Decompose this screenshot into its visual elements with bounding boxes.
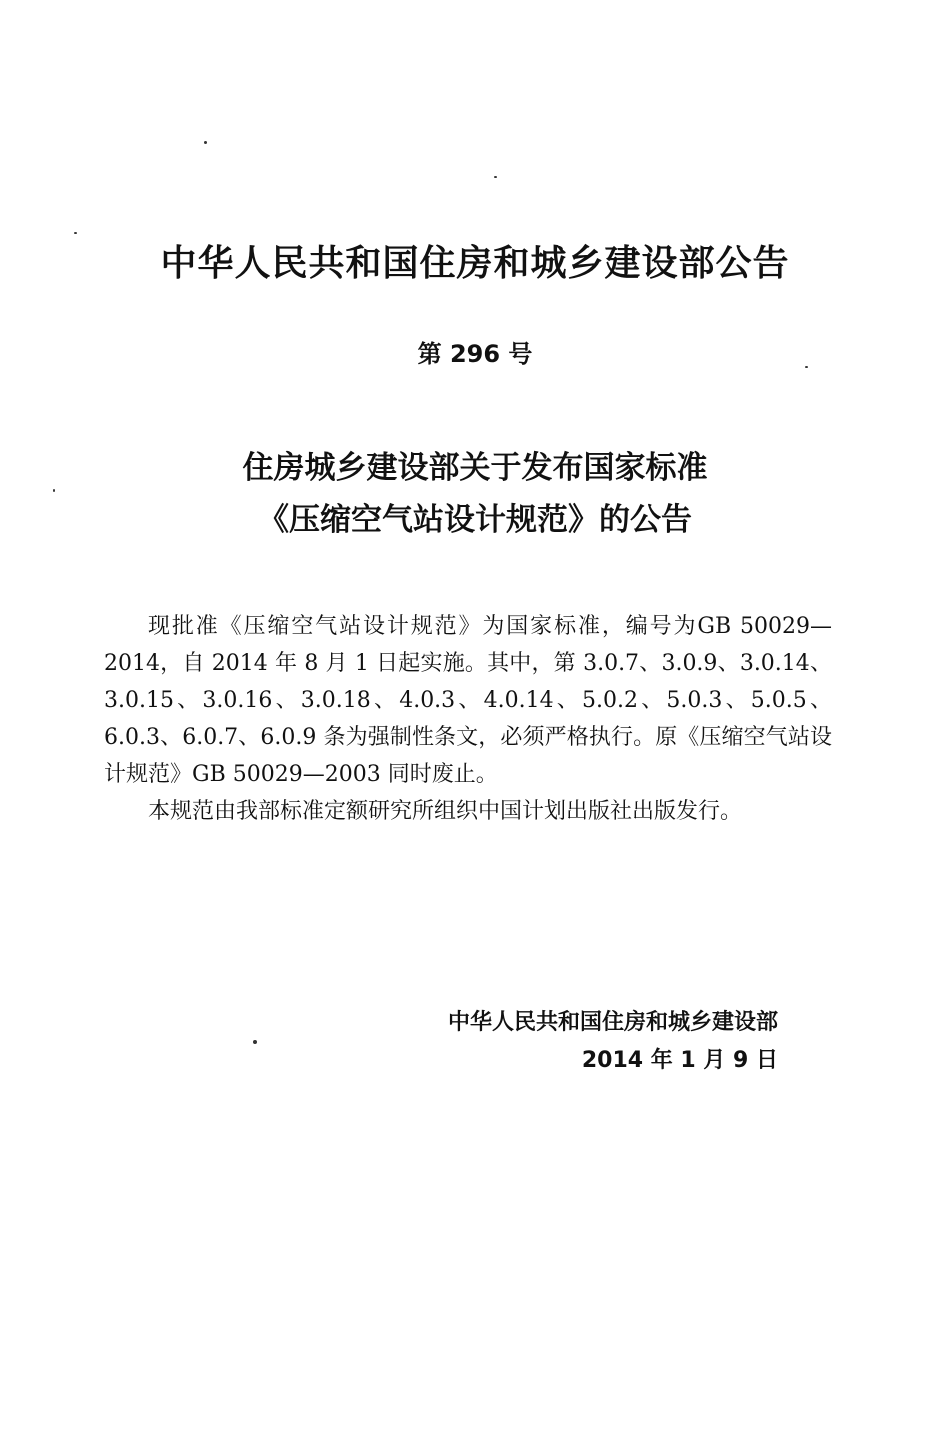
body-paragraph-1: 现批准《压缩空气站设计规范》为国家标准，编号为GB 50029—2014，自 2014 年 8 月 1 日起实施。其中，第 3.0.7、3.0.9、3.0.14、3.0.15、3.0.16、3.0.18、4.0.3、4.0.14、5.0.2、5.0.3、5.0.5、6.0.3、6.0.7、6.0.9 条为强制性条文，必须严格执行。原《压缩空气站设计规范》GB 50029—2003 同时废止。: [104, 614, 832, 787]
scan-speck: [494, 176, 497, 178]
scan-speck: [74, 232, 77, 234]
scan-speck: [204, 141, 207, 144]
signature-date: 2014 年 1 月 9 日: [581, 1048, 778, 1073]
announcement-number: 第 296 号: [417, 340, 533, 368]
subtitle-line-1: 住房城乡建设部关于发布国家标准: [242, 450, 708, 486]
announcement-title: 中华人民共和国住房和城乡建设部公告: [160, 243, 790, 284]
scan-speck: [253, 1040, 257, 1044]
announcement-body: [104, 608, 832, 830]
body-paragraph-2: 本规范由我部标准定额研究所组织中国计划出版社出版发行。: [148, 799, 743, 824]
announcement-subtitle: [0, 442, 950, 546]
signature-organization: 中华人民共和国住房和城乡建设部: [447, 1010, 778, 1035]
subtitle-line-2: 《压缩空气站设计规范》的公告: [258, 502, 692, 538]
